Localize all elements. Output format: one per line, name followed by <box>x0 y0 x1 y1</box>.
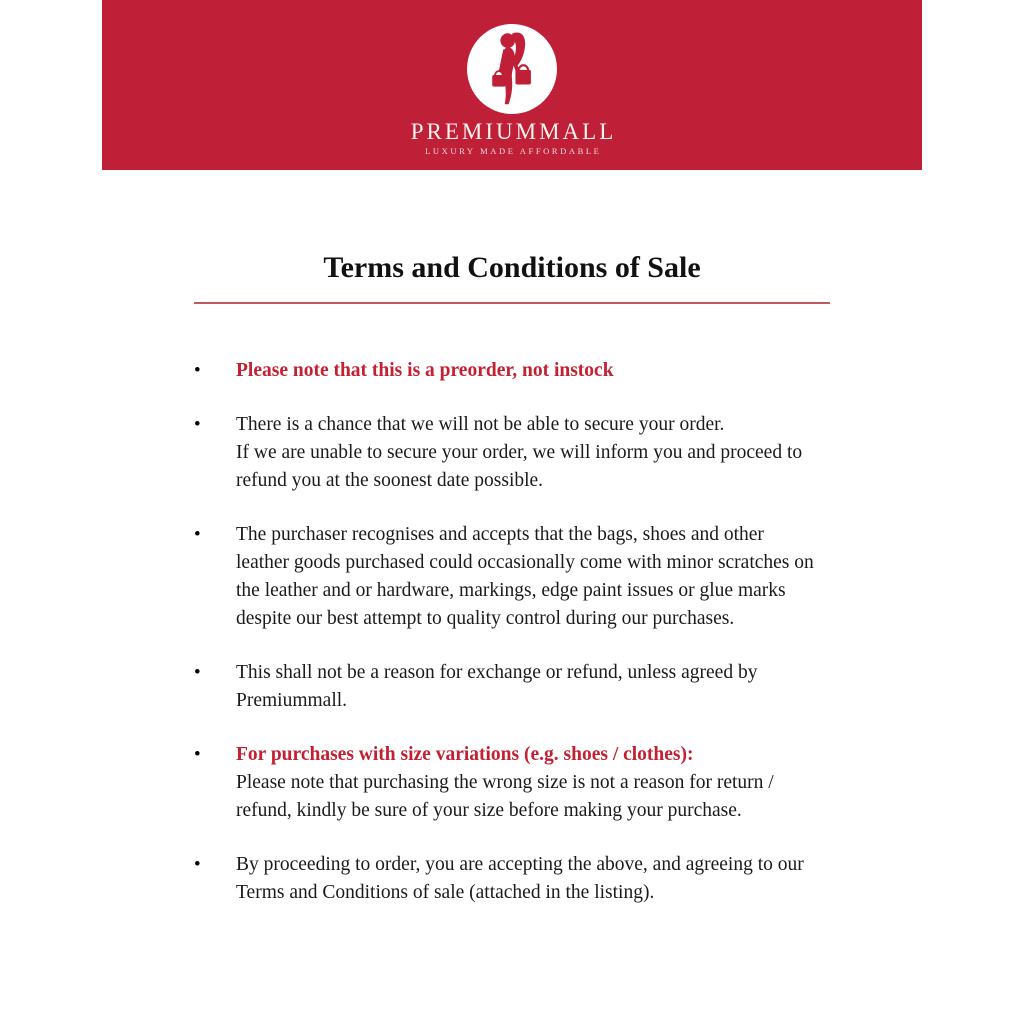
term-line: If we are unable to secure your order, we will inform you and proceed to <box>236 442 803 463</box>
term-line: despite our best attempt to quality control during our purchases. <box>236 608 735 629</box>
term-text <box>236 851 830 907</box>
woman-with-shopping-bags-icon <box>469 26 555 112</box>
page-title: Terms and Conditions of Sale <box>323 251 701 284</box>
list-item <box>194 411 830 495</box>
terms-list <box>194 357 830 907</box>
list-item <box>194 851 830 907</box>
brand-name: PREMIUMMALL <box>410 119 617 144</box>
term-text <box>236 521 830 633</box>
title-divider <box>194 302 830 304</box>
brand-banner <box>102 0 922 170</box>
brand-logo <box>467 24 557 114</box>
term-text <box>236 411 830 495</box>
term-line: Please note that purchasing the wrong size is not a reason for return / <box>236 772 774 793</box>
terms-document <box>194 170 830 907</box>
bullet-marker: • <box>194 662 201 683</box>
term-line: The purchaser recognises and accepts that the bags, shoes and other <box>236 524 764 545</box>
bullet-marker: • <box>194 854 201 875</box>
bullet-marker: • <box>194 744 201 765</box>
term-line: For purchases with size variations (e.g. shoes / clothes): <box>236 744 694 765</box>
list-item <box>194 741 830 825</box>
term-line: the leather and or hardware, markings, edge paint issues or glue marks <box>236 580 786 601</box>
bullet-marker: • <box>194 524 201 545</box>
term-line: By proceeding to order, you are accepting the above, and agreeing to our <box>236 854 804 875</box>
bullet-marker: • <box>194 414 201 435</box>
term-line: Please note that this is a preorder, not instock <box>236 360 614 381</box>
term-line: leather goods purchased could occasionally come with minor scratches on <box>236 552 814 573</box>
term-line: There is a chance that we will not be able to secure your order. <box>236 414 725 435</box>
bullet-marker: • <box>194 360 201 381</box>
list-item <box>194 521 830 633</box>
term-line: Premiummall. <box>236 690 348 711</box>
term-line: Terms and Conditions of sale (attached in the listing). <box>236 882 655 903</box>
term-line: refund you at the soonest date possible. <box>236 470 544 491</box>
term-line: refund, kindly be sure of your size before making your purchase. <box>236 800 742 821</box>
brand-tagline: LUXURY MADE AFFORDABLE <box>425 146 602 157</box>
list-item <box>194 659 830 715</box>
term-text <box>236 659 830 715</box>
term-text <box>236 357 830 385</box>
term-text <box>236 741 830 825</box>
list-item <box>194 357 830 385</box>
term-line: This shall not be a reason for exchange or refund, unless agreed by <box>236 662 758 683</box>
